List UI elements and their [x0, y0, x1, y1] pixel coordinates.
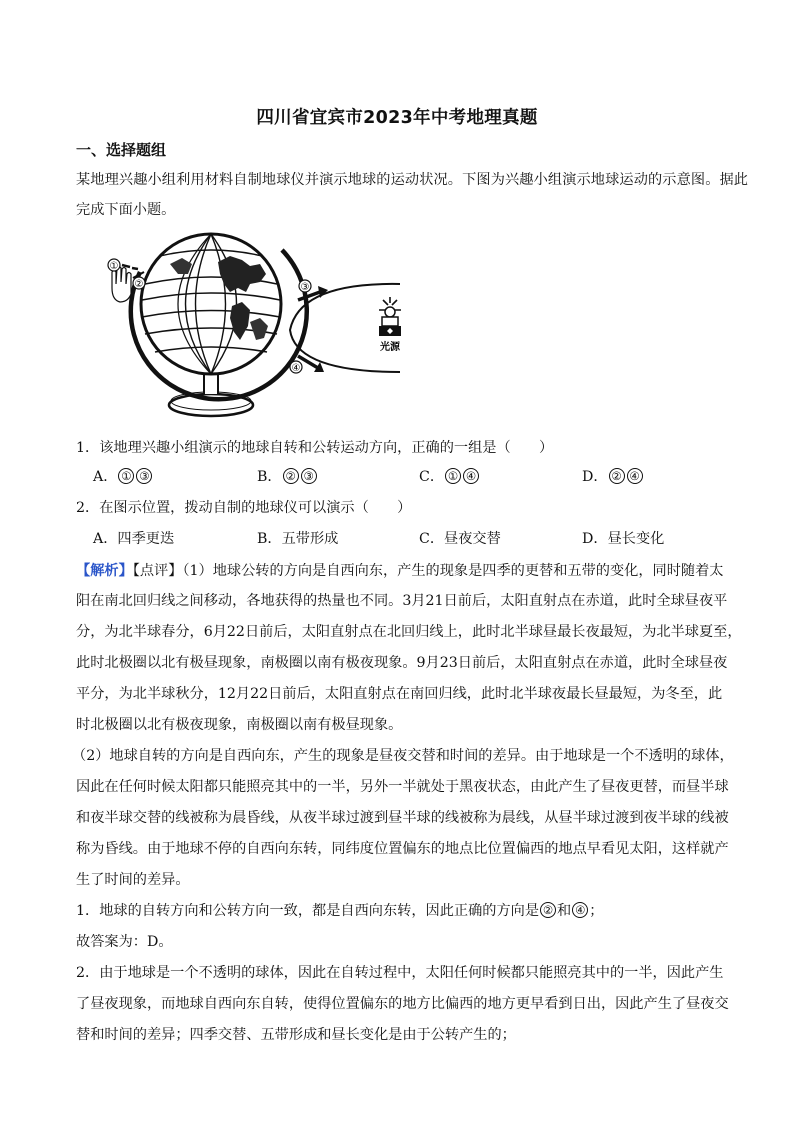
analysis-line-6: 时北极圈以北有极夜现象，南极圈以南有极昼现象。 [76, 717, 403, 733]
section-heading: 一、选择题组 [76, 141, 167, 159]
answer-1-result: 故答案为：D。 [76, 934, 173, 950]
answer-2-line-1: 2．由于地球是一个不透明的球体，因此在自转过程中，太阳任何时候都只能照亮其中的一半，因此产生 [76, 965, 724, 981]
analysis-line-2: 阳在南北回归线之间移动，各地获得的热量也不同。3月21日前后，太阳直射点在赤道，此时全球昼夜平 [76, 593, 728, 609]
light-source-icon [379, 297, 401, 336]
intro-text: 某地理兴趣小组利用材料自制地球仪并演示地球的运动状况。下图为兴趣小组演示地球运动的示意图。据此完成下面小题。 [76, 172, 748, 218]
analysis-line-7: （2）地球自转的方向是自西向东，产生的现象是昼夜交替和时间的差异。由于地球是一个不透明的球体， [72, 748, 734, 764]
q2-option-d: D．昼长变化 [582, 531, 665, 547]
q1-option-b: B． ② ③ [257, 466, 318, 486]
analysis-line-3: 分，为北半球春分，6月22日前后，太阳直射点在北回归线上，此时北半球昼最长夜最短，为北半球夏至， [76, 624, 742, 640]
analysis-line-8: 因此在任何时候太阳都只能照亮其中的一半，另外一半就处于黑夜状态，由此产生了昼夜更替，而昼半球 [76, 779, 729, 795]
arrow-3 [298, 280, 328, 300]
marker-1-label: ① [109, 261, 119, 272]
analysis-tag: 【解析】 [76, 563, 133, 579]
analysis-line-1: 【解析】【点评】（1）地球公转的方向是自西向东，产生的现象是四季的更替和五带的变化，同时随着太 [76, 563, 724, 579]
analysis-line-9: 和夜半球交替的线被称为晨昏线，从夜半球过渡到昼半球的线被称为晨线，从昼半球过渡到夜半球的线被 [76, 810, 729, 826]
marker-3-label: ③ [300, 282, 310, 293]
q2-option-c: C．昼夜交替 [419, 531, 501, 547]
globe-diagram [100, 222, 430, 422]
comment-tag: 【点评】 [132, 563, 183, 579]
light-source-label: 光源 [380, 342, 400, 353]
q1-option-d: D． ② ④ [582, 466, 644, 486]
analysis-line-5: 平分，为北半球秋分，12月22日前后，太阳直射点在南回归线，此时北半球夜最长昼最短，为冬至，此 [76, 686, 723, 702]
q1-option-a: A． ① ③ [93, 466, 153, 486]
analysis-line-11: 生了时间的差异。 [76, 872, 190, 888]
page-title: 四川省宜宾市2023年中考地理真题 [256, 108, 538, 128]
question-2-stem: 2．在图示位置，拨动自制的地球仪可以演示（ ） [76, 500, 412, 516]
analysis-line-10: 称为昏线。由于地球不停的自西向东转，同纬度位置偏东的地点比位置偏西的地点早看见太阳，这样就产 [76, 841, 729, 857]
q1-option-c: C． ① ④ [419, 466, 480, 486]
answer-2-line-3: 替和时间的差异；四季交替、五带形成和昼长变化是由于公转产生的； [76, 1027, 516, 1043]
answer-2-line-2: 了昼夜现象，而地球自西向东自转，使得位置偏东的地方比偏西的地方更早看到日出，因此产生了昼夜交 [76, 996, 729, 1012]
analysis-line-4: 此时北极圈以北有极昼现象，南极圈以南有极夜现象。9月23日前后，太阳直射点在赤道，此时全球昼夜 [76, 655, 728, 671]
marker-2-label: ② [134, 279, 144, 290]
q2-option-b: B．五带形成 [257, 531, 339, 547]
marker-4-label: ④ [291, 363, 301, 374]
q2-option-a: A．四季更迭 [93, 531, 175, 547]
question-1-stem: 1．该地理兴趣小组演示的地球自转和公转运动方向，正确的一组是（ ） [76, 440, 554, 456]
answer-1-text: 1．地球的自转方向和公转方向一致，都是自西向东转，因此正确的方向是 ② 和 ④ ； [76, 903, 604, 919]
